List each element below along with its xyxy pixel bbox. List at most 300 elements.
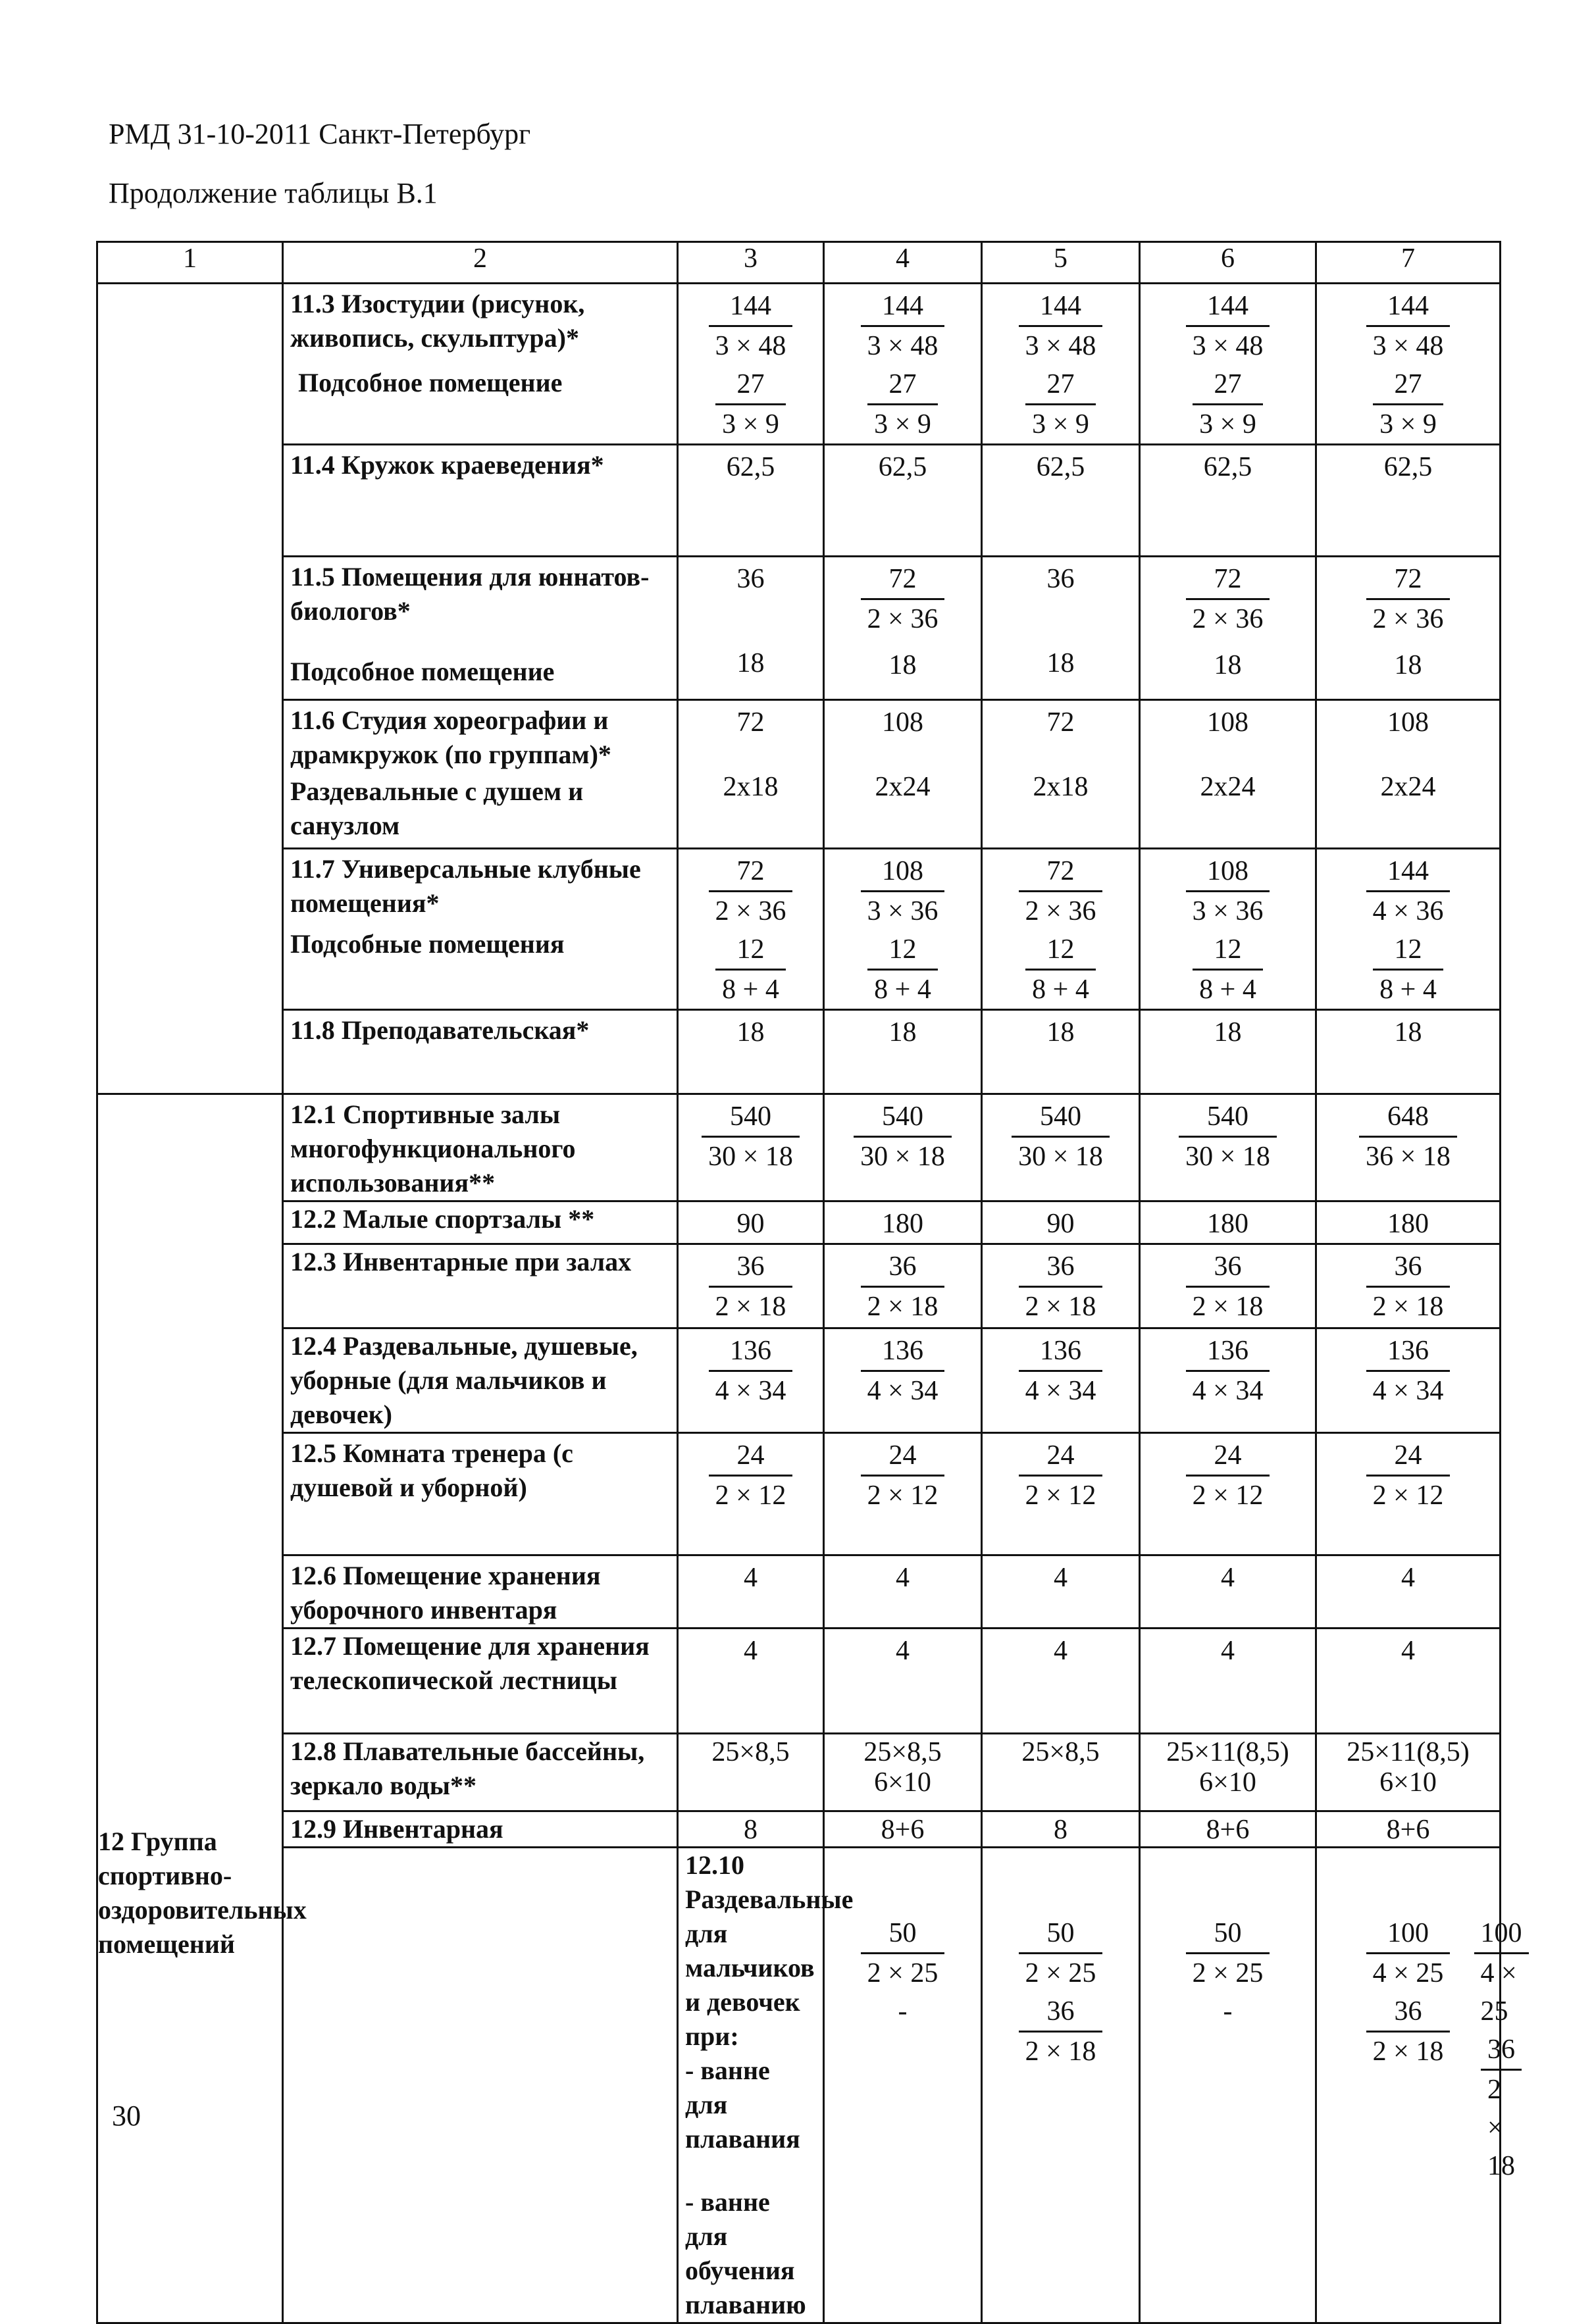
fraction-value [715,365,786,443]
value-cell-col-7 [1316,1244,1501,1328]
denominator: 36 × 18 [1359,1136,1457,1176]
cell-value: 8+6 [881,1815,925,1845]
col-header-6: 6 [1140,242,1316,284]
table-header-row [97,242,1501,284]
value-stack [825,1734,981,1798]
table-row [97,1848,1501,2323]
fraction-value [1019,1248,1103,1326]
numerator: 36 [1046,1251,1075,1282]
value-stack [679,1095,823,1176]
denominator: 2 × 18 [1186,1286,1270,1326]
denominator: 2 × 18 [1481,2069,1522,2185]
value-cell-col-6 [1140,1328,1316,1433]
value-cell-col-6 [1140,445,1316,557]
value-stack [1317,1202,1499,1243]
value-stack [825,849,981,1009]
fraction-value [1366,287,1451,365]
fraction-value [861,560,945,638]
row-subname-2: - ванне для обучения плаванию [685,2187,806,2319]
value-cell-col-4 [824,1094,982,1201]
row-name-cell [283,1629,678,1734]
cell-value: 62,5 [878,452,927,482]
value-stack [1141,445,1315,486]
cell-value: 62,5 [1383,452,1433,482]
cell-value: 4 [896,1636,910,1666]
row-subname-1: - ванне для плавания [685,2056,800,2154]
fraction-value [1019,287,1103,365]
row-name: 12.1 Спортивные залы многофункционального использования** [290,1099,576,1198]
value-stack [825,701,981,806]
numerator: 144 [1207,291,1248,321]
value-stack [1141,1011,1315,1051]
denominator: 3 × 9 [715,403,786,443]
value-cell-col-3 [678,1328,824,1433]
numerator: 100 [1480,1918,1522,1948]
denominator: 2 × 12 [1019,1475,1103,1515]
numerator: 27 [1046,369,1075,399]
value-stack [1317,849,1499,1009]
value-cell-col-5 [982,1555,1140,1629]
col-header-1: 1 [97,242,283,284]
value-cell-col-5 [982,1244,1140,1328]
cell-value: 90 [736,1209,765,1239]
value-cell-col-3 [678,1629,824,1734]
value-cell-col-3 [678,1555,824,1629]
numerator: 72 [1046,856,1075,886]
value-cell-col-5 [982,700,1140,849]
denominator: 2 × 25 [1186,1952,1270,1992]
denominator: 3 × 36 [861,890,945,930]
cell-value: 18 [1394,1017,1422,1048]
denominator: 2 × 36 [861,598,945,638]
cell-value: 4 [744,1636,758,1666]
cell-value: 4 [1221,1636,1235,1666]
value-cell-col-4 [824,1811,982,1848]
value-cell-col-4 [824,1201,982,1244]
cell-value: 25×11(8,5) [1347,1737,1470,1767]
value-cell-col-4 [824,557,982,700]
value-stack [983,701,1139,806]
row-name-cell [283,849,678,1010]
col-header-5: 5 [982,242,1140,284]
value-cell-col-4 [824,1629,982,1734]
value-cell-col-6 [1140,1201,1316,1244]
cell-value: 6×10 [1379,1767,1437,1798]
denominator: 3 × 48 [1186,325,1270,365]
denominator: 8 + 4 [867,969,938,1009]
value-cell-col-6 [1140,1094,1316,1201]
value-stack [679,284,823,443]
cell-value: 2x18 [723,772,779,802]
fraction-value [854,1098,952,1176]
value-cell-col-5 [982,284,1140,445]
value-stack [1141,1629,1315,1670]
numerator: 24 [1394,1440,1422,1471]
row-name: 12.8 Плавательные бассейны, зеркало воды** [290,1736,645,1800]
cell-value: 18 [1214,650,1242,680]
denominator: 2 × 12 [1366,1475,1451,1515]
row-name-cell [283,700,678,849]
denominator: 4 × 34 [861,1370,945,1410]
value-stack [983,445,1139,486]
fraction-value [1481,2031,1522,2185]
value-stack [1317,1734,1499,1798]
value-stack [679,701,823,806]
value-stack [1317,1329,1499,1410]
value-cell-col-3 [678,445,824,557]
row-name-cell [283,1010,678,1094]
fraction-value [1373,930,1443,1009]
value-stack [825,1245,981,1326]
value-cell-col-5 [982,1811,1140,1848]
fraction-value [1366,1914,1451,1992]
denominator: 30 × 18 [854,1136,952,1176]
numerator: 36 [736,1251,765,1282]
value-cell-col-6 [1140,1433,1316,1555]
fraction-value [715,930,786,1009]
denominator: 2 × 18 [709,1286,793,1326]
cell-value: 62,5 [1036,452,1085,482]
numerator: 72 [1214,564,1242,594]
value-cell-col-3 [678,1244,824,1328]
row-name: 12.9 Инвентарная [290,1814,503,1844]
value-cell-col-6 [1140,557,1316,700]
numerator: 27 [736,369,765,399]
table-row [97,1010,1501,1094]
value-cell-col-7 [1316,284,1501,445]
value-cell-col-5 [982,1201,1140,1244]
table-v1 [96,241,1522,2324]
fraction-value [861,852,945,930]
numerator: 144 [1387,856,1429,886]
fraction-value [1186,287,1270,365]
value-stack [983,1095,1139,1176]
value-stack [1141,701,1315,806]
fraction-value [1366,1248,1451,1326]
denominator: 8 + 4 [1193,969,1263,1009]
row-name: 11.8 Преподавательская* [290,1015,590,1045]
numerator: 36 [1394,1996,1422,2027]
numerator: 144 [1040,291,1081,321]
cell-value: 2x18 [1033,772,1089,802]
row-name-cell [678,1848,854,2323]
col-header-3: 3 [678,242,824,284]
value-cell-col-7 [1316,557,1501,700]
value-stack [1141,1245,1315,1326]
cell-value: 2x24 [875,772,931,802]
cell-value: 72 [736,707,765,738]
numerator: 540 [1040,1101,1081,1132]
fraction-value [702,1098,800,1176]
cell-value: 18 [1046,648,1075,678]
value-cell-col-4 [982,1848,1140,2323]
denominator: 3 × 48 [1366,325,1451,365]
cell-value: 72 [1046,707,1075,738]
value-stack [825,1812,981,1845]
denominator: 30 × 18 [1179,1136,1277,1176]
value-stack [825,284,981,443]
value-cell-col-4 [824,284,982,445]
numerator: 648 [1387,1101,1429,1132]
fraction-value [1186,852,1270,930]
value-stack [983,1556,1139,1597]
cell-value: 108 [1387,707,1429,738]
value-cell-col-4 [824,1244,982,1328]
row-name: 12.7 Помещение для хранения телескопической лестницы [290,1631,650,1695]
value-stack [1141,1734,1315,1798]
value-cell-col-6 [1140,700,1316,849]
denominator: 4 × 25 [1474,1952,1529,2031]
cell-value: 4 [1221,1563,1235,1593]
value-cell-col-6 [1140,1010,1316,1094]
value-stack [983,557,1139,682]
row-name-cell [283,1094,678,1201]
numerator: 540 [1207,1101,1248,1132]
cell-value: 18 [1214,1017,1242,1048]
fraction-value [861,1332,945,1410]
value-stack [825,1434,981,1515]
numerator: 24 [736,1440,765,1471]
value-cell-col-6 [1316,1848,1501,2323]
numerator: 136 [730,1336,771,1366]
denominator: 2 × 36 [1019,890,1103,930]
row-subname: Подсобное помещение [290,657,555,686]
denominator: 2 × 25 [861,1952,945,1992]
fraction-value [1366,560,1451,638]
table-row [97,1433,1501,1555]
fraction-value [1019,1992,1103,2071]
denominator: 3 × 48 [709,325,793,365]
value-cell-col-7 [1316,1734,1501,1811]
value-stack [1317,1629,1499,1670]
numerator: 144 [730,291,771,321]
value-stack [679,1734,823,1767]
denominator: 30 × 18 [702,1136,800,1176]
value-stack [825,1556,981,1597]
row-name-cell [283,557,678,700]
fraction-value [709,852,793,930]
table-row [97,1629,1501,1734]
value-stack [1317,701,1499,806]
row-name: 12.6 Помещение хранения уборочного инвентаря [290,1561,601,1625]
value-cell-col-3 [678,1734,824,1811]
value-cell-col-3 [678,1811,824,1848]
value-cell-col-3 [678,1201,824,1244]
table-row [97,700,1501,849]
cell-value: 6×10 [874,1767,931,1798]
denominator: 3 × 9 [1193,403,1263,443]
fraction-value [1179,1098,1277,1176]
cell-value: - [1223,1996,1233,2027]
page-number: 30 [112,2100,141,2132]
fraction-value [1019,1436,1103,1515]
cell-value: 18 [888,650,917,680]
value-cell-col-4 [824,1433,982,1555]
denominator: 4 × 36 [1366,890,1451,930]
value-cell-col-3 [678,1433,824,1555]
denominator: 4 × 34 [1186,1370,1270,1410]
numerator: 72 [888,564,917,594]
value-stack [1141,557,1315,684]
fraction-value [1019,852,1103,930]
value-stack [1141,1434,1315,1515]
value-cell-col-3 [678,284,824,445]
cell-value: 2x24 [1200,772,1256,802]
value-cell-col-4 [824,849,982,1010]
fraction-value [1366,852,1451,930]
denominator: 2 × 18 [861,1286,945,1326]
value-stack [1141,1812,1315,1845]
value-stack [1317,1812,1499,1845]
numerator: 24 [1046,1440,1075,1471]
table-row [97,1201,1501,1244]
value-cell-col-6 [1140,1244,1316,1328]
numerator: 136 [882,1336,923,1366]
value-stack [679,1011,823,1051]
value-cell-col-5 [982,1433,1140,1555]
value-stack [1141,1848,1315,2031]
row-name: 12.10 Раздевальные для мальчиков и девочек при: [685,1850,854,2051]
fraction-value [867,365,938,443]
col-header-2: 2 [283,242,678,284]
value-cell-col-5 [982,1629,1140,1734]
value-stack [825,1629,981,1670]
row-name-cell [283,1555,678,1629]
value-stack [825,445,981,486]
fraction-value [1359,1098,1457,1176]
numerator: 36 [1394,1251,1422,1282]
cell-value: 62,5 [1203,452,1252,482]
row-name: 11.4 Кружок краеведения* [290,450,604,480]
value-stack [983,1734,1139,1767]
value-cell-col-6 [1140,1555,1316,1629]
cell-value: 8+6 [1386,1815,1430,1845]
table-continuation-title: Продолжение таблицы В.1 [109,177,438,209]
row-name: 11.5 Помещения для юннатов-биологов* [290,562,650,626]
denominator: 4 × 34 [1366,1370,1451,1410]
value-cell-col-6 [1140,1734,1316,1811]
value-stack [1141,1095,1315,1176]
denominator: 2 × 36 [1186,598,1270,638]
value-stack [825,557,981,684]
cell-value: 108 [1207,707,1248,738]
table-row [97,1328,1501,1433]
value-stack [1141,849,1315,1009]
value-stack [825,1011,981,1051]
denominator: 2 × 18 [1019,2031,1103,2071]
cell-value: 18 [736,1017,765,1048]
value-stack [825,1848,981,2031]
fraction-value [709,1248,793,1326]
cell-value: 180 [1387,1209,1429,1239]
fraction-value [709,1436,793,1515]
value-stack [983,1202,1139,1243]
numerator: 27 [1394,369,1422,399]
numerator: 100 [1387,1918,1429,1948]
value-cell-col-7 [1316,445,1501,557]
value-cell-col-6 [1140,1629,1316,1734]
row-name-cell [283,1201,678,1244]
value-stack [983,1812,1139,1845]
fraction-value [1019,1914,1103,1992]
value-stack [983,849,1139,1009]
numerator: 36 [1046,1996,1075,2027]
table-row [97,1244,1501,1328]
fraction-value [867,930,938,1009]
value-stack [983,1629,1139,1670]
value-stack [983,1329,1139,1410]
numerator: 72 [736,856,765,886]
row-name: 12.3 Инвентарные при залах [290,1247,632,1276]
cell-value: 36 [736,564,765,594]
value-stack [983,1434,1139,1515]
value-stack [825,1329,981,1410]
fraction-value [1186,1914,1270,1992]
value-cell-col-7 [1316,1555,1501,1629]
value-stack [679,849,823,1009]
fraction-value [1186,1248,1270,1326]
value-cell-col-4 [824,1328,982,1433]
denominator: 3 × 36 [1186,890,1270,930]
value-stack [1141,1329,1315,1410]
value-stack [1317,1848,1499,2071]
row-name: 11.3 Изостудии (рисунок, живопись, скульптура)* [290,289,585,353]
numerator: 50 [888,1918,917,1948]
numerator: 27 [1214,369,1242,399]
denominator: 3 × 9 [1373,403,1443,443]
numerator: 136 [1387,1336,1429,1366]
numerator: 36 [1214,1251,1242,1282]
row-subname: Подсобные помещения [290,929,565,959]
value-cell-col-4 [824,700,982,849]
numerator: 12 [888,934,917,965]
value-cell-col-7 [1316,1433,1501,1555]
denominator: 8 + 4 [1373,969,1443,1009]
fraction-value [1186,1332,1270,1410]
value-cell-col-3 [678,849,824,1010]
value-stack [679,1329,823,1410]
value-cell-col-4 [824,1010,982,1094]
col-header-4: 4 [824,242,982,284]
denominator: 2 × 12 [1186,1475,1270,1515]
row-name-cell [283,1244,678,1328]
cell-value: 4 [1054,1636,1067,1666]
value-cell-col-6 [1140,1811,1316,1848]
value-cell-col-3 [678,557,824,700]
denominator: 3 × 48 [861,325,945,365]
fraction-value [1366,1332,1451,1410]
value-cell-col-7 [1316,1629,1501,1734]
numerator: 108 [882,856,923,886]
numerator: 12 [1394,934,1422,965]
value-stack [983,1848,1139,2071]
cell-value: 6×10 [1199,1767,1256,1798]
value-stack [1317,557,1499,684]
table-row [97,849,1501,1010]
row-name-cell [283,1433,678,1555]
denominator: 2 × 36 [709,890,793,930]
numerator: 50 [1046,1918,1075,1948]
value-cell-col-7 [1316,700,1501,849]
group-12-label [97,1094,307,2323]
denominator: 4 × 34 [709,1370,793,1410]
numerator: 12 [1214,934,1242,965]
fraction-value [861,1248,945,1326]
cell-value: 4 [1401,1563,1415,1593]
value-stack [679,1434,823,1515]
value-stack [679,1629,823,1670]
table-row [97,1811,1501,1848]
